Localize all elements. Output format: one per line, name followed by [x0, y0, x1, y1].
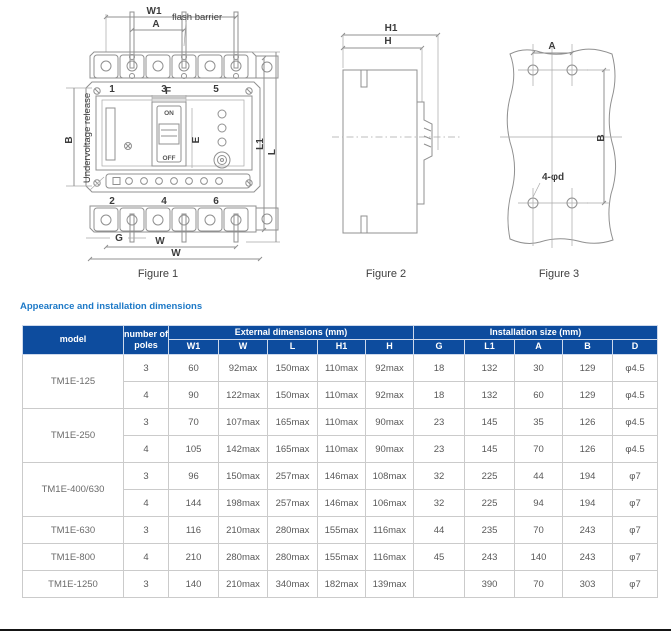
value-cell: 32	[414, 490, 465, 517]
value-cell: 44	[414, 517, 465, 544]
value-cell: 106max	[366, 490, 414, 517]
section-title: Appearance and installation dimensions	[20, 301, 203, 312]
value-cell: 390	[465, 571, 515, 598]
value-cell: 70	[515, 517, 563, 544]
value-cell: 110max	[318, 382, 366, 409]
indicator-lights	[214, 110, 230, 168]
value-cell: 194	[563, 490, 613, 517]
value-cell: 129	[563, 382, 613, 409]
terminal-strip-top	[90, 52, 278, 79]
table-row	[23, 409, 658, 436]
value-cell: 140	[515, 544, 563, 571]
corner-screws	[94, 88, 252, 186]
value-cell: 150max	[219, 463, 268, 490]
value-cell: 90	[169, 382, 219, 409]
dim-label-b: B	[64, 136, 75, 144]
dimension-table-body	[23, 355, 658, 598]
value-cell: 60	[515, 382, 563, 409]
value-cell: 32	[414, 463, 465, 490]
dim-label-b3: B	[596, 134, 607, 142]
value-cell: 144	[169, 490, 219, 517]
value-cell: 155max	[318, 517, 366, 544]
model-cell: TM1E-630	[23, 517, 124, 544]
pole-number-2: 2	[109, 196, 115, 207]
model-cell: TM1E-800	[23, 544, 124, 571]
header-model: model	[23, 326, 124, 355]
value-cell: 132	[465, 382, 515, 409]
value-cell: 23	[414, 436, 465, 463]
model-cell: TM1E-125	[23, 355, 124, 409]
model-cell: TM1E-400/630	[23, 463, 124, 517]
value-cell: 126	[563, 409, 613, 436]
value-cell: 225	[465, 463, 515, 490]
off-label: OFF	[162, 155, 176, 162]
header-d: D	[613, 340, 658, 355]
table-row	[23, 571, 658, 598]
dimension-e	[191, 108, 202, 168]
value-cell: 165max	[268, 409, 318, 436]
dimension-g	[86, 233, 146, 244]
mounting-plate-outline	[507, 49, 615, 243]
value-cell: 110max	[318, 409, 366, 436]
figure-2-drawing	[318, 0, 468, 265]
header-w1: W1	[169, 340, 219, 355]
page-bottom-rule	[0, 629, 671, 631]
poles-cell: 3	[124, 463, 169, 490]
dim-label-e: E	[191, 136, 202, 144]
value-cell: 340max	[268, 571, 318, 598]
value-cell: 132	[465, 355, 515, 382]
dim-label-w-outer: W	[171, 248, 181, 259]
figure-2-caption: Figure 2	[365, 268, 407, 280]
dim-label-h1: H1	[384, 23, 398, 34]
value-cell: 194	[563, 463, 613, 490]
flash-barrier-callout	[172, 12, 222, 46]
hole-spec-label: 4-φd	[542, 172, 565, 183]
value-cell: 129	[563, 355, 613, 382]
value-cell: 126	[563, 436, 613, 463]
dim-label-a3: A	[548, 41, 556, 52]
dim-label-w-inner: W	[155, 236, 165, 247]
value-cell: 18	[414, 382, 465, 409]
value-cell: 146max	[318, 463, 366, 490]
value-cell: 70	[515, 436, 563, 463]
value-cell: 70	[515, 571, 563, 598]
value-cell: 44	[515, 463, 563, 490]
value-cell: 108max	[366, 463, 414, 490]
dimension-w-outer	[88, 248, 262, 261]
header-l1: L1	[465, 340, 515, 355]
value-cell: 303	[563, 571, 613, 598]
value-cell: 116	[169, 517, 219, 544]
value-cell: φ7	[613, 571, 658, 598]
value-cell: 70	[169, 409, 219, 436]
value-cell: 182max	[318, 571, 366, 598]
value-cell: 235	[465, 517, 515, 544]
value-cell: 210max	[219, 517, 268, 544]
mounting-holes	[528, 65, 577, 208]
value-cell: 92max	[366, 355, 414, 382]
header-h1: H1	[318, 340, 366, 355]
figure-3-caption: Figure 3	[538, 268, 580, 280]
header-h: H	[366, 340, 414, 355]
poles-cell: 3	[124, 571, 169, 598]
value-cell: 60	[169, 355, 219, 382]
flash-barrier-label: flash barrier	[172, 12, 223, 23]
value-cell: 96	[169, 463, 219, 490]
poles-cell: 3	[124, 355, 169, 382]
value-cell: 94	[515, 490, 563, 517]
rating-strip	[106, 174, 250, 188]
value-cell: 116max	[366, 544, 414, 571]
value-cell: 142max	[219, 436, 268, 463]
value-cell: 145	[465, 436, 515, 463]
dim-label-h: H	[384, 36, 392, 47]
header-poles: number of poles	[124, 326, 169, 355]
header-g: G	[414, 340, 465, 355]
poles-cell: 4	[124, 544, 169, 571]
dim-label-g: G	[115, 233, 123, 244]
value-cell: 140	[169, 571, 219, 598]
pole-number-5: 5	[213, 84, 219, 95]
value-cell: 90max	[366, 409, 414, 436]
value-cell: 210max	[219, 571, 268, 598]
dimension-b-fig3	[587, 68, 610, 205]
header-a: A	[515, 340, 563, 355]
value-cell: φ4.5	[613, 382, 658, 409]
value-cell: 139max	[366, 571, 414, 598]
value-cell: 116max	[366, 517, 414, 544]
dimension-a-fig3	[531, 41, 574, 55]
value-cell: 210	[169, 544, 219, 571]
value-cell: 257max	[268, 463, 318, 490]
dim-label-l: L	[267, 148, 278, 156]
value-cell: 145	[465, 409, 515, 436]
value-cell: 165max	[268, 436, 318, 463]
table-row	[23, 517, 658, 544]
value-cell: 110max	[318, 436, 366, 463]
figure-1-drawing	[50, 0, 312, 265]
dim-label-l1: L1	[255, 138, 266, 150]
value-cell: 105	[169, 436, 219, 463]
value-cell: φ4.5	[613, 355, 658, 382]
hole-spec-callout	[533, 172, 564, 197]
pole-number-6: 6	[213, 196, 219, 207]
dimension-h	[341, 36, 424, 102]
value-cell: φ7	[613, 517, 658, 544]
dim-label-w1: W1	[146, 6, 162, 17]
table-row	[23, 463, 658, 490]
figure-3-drawing	[482, 0, 662, 265]
value-cell: 92max	[366, 382, 414, 409]
poles-cell: 4	[124, 490, 169, 517]
dim-label-a: A	[152, 19, 160, 30]
dim-label-f: F	[164, 86, 172, 97]
pole-number-1: 1	[109, 84, 115, 95]
value-cell: 243	[465, 544, 515, 571]
value-cell: 92max	[219, 355, 268, 382]
undervoltage-release-callout	[82, 93, 104, 190]
value-cell: 280max	[268, 517, 318, 544]
header-installation-size: Installation size (mm)	[414, 326, 658, 340]
terminal-strip-bottom	[90, 206, 278, 232]
on-label: ON	[164, 110, 174, 117]
table-header-row-groups	[23, 326, 658, 340]
model-cell: TM1E-1250	[23, 571, 124, 598]
value-cell: 225	[465, 490, 515, 517]
value-cell: 107max	[219, 409, 268, 436]
value-cell: 150max	[268, 355, 318, 382]
value-cell: 155max	[318, 544, 366, 571]
dimensions-table	[22, 325, 658, 598]
value-cell: φ4.5	[613, 436, 658, 463]
value-cell: 90max	[366, 436, 414, 463]
table-row	[23, 355, 658, 382]
pole-number-3: 3	[161, 84, 167, 95]
breaker-side-profile	[343, 70, 432, 233]
poles-cell: 4	[124, 382, 169, 409]
value-cell: 122max	[219, 382, 268, 409]
poles-cell: 4	[124, 436, 169, 463]
value-cell: 243	[563, 544, 613, 571]
value-cell: φ7	[613, 463, 658, 490]
pole-number-4: 4	[161, 196, 167, 207]
value-cell: 146max	[318, 490, 366, 517]
header-external-dimensions: External dimensions (mm)	[169, 326, 414, 340]
dimension-l1	[255, 56, 266, 232]
value-cell: 110max	[318, 355, 366, 382]
value-cell: φ7	[613, 490, 658, 517]
poles-cell: 3	[124, 409, 169, 436]
value-cell: 35	[515, 409, 563, 436]
undervoltage-release-label: Undervoltage release	[82, 92, 93, 184]
value-cell: 45	[414, 544, 465, 571]
table-row	[23, 544, 658, 571]
header-w: W	[219, 340, 268, 355]
value-cell: 243	[563, 517, 613, 544]
value-cell	[414, 571, 465, 598]
value-cell: 198max	[219, 490, 268, 517]
header-b: B	[563, 340, 613, 355]
value-cell: 30	[515, 355, 563, 382]
model-cell: TM1E-250	[23, 409, 124, 463]
value-cell: 280max	[219, 544, 268, 571]
value-cell: φ7	[613, 544, 658, 571]
value-cell: 23	[414, 409, 465, 436]
value-cell: 18	[414, 355, 465, 382]
value-cell: φ4.5	[613, 409, 658, 436]
value-cell: 257max	[268, 490, 318, 517]
figure-1-caption: Figure 1	[137, 268, 179, 280]
poles-cell: 3	[124, 517, 169, 544]
toggle-switch	[152, 86, 186, 166]
header-l: L	[268, 340, 318, 355]
value-cell: 280max	[268, 544, 318, 571]
value-cell: 150max	[268, 382, 318, 409]
